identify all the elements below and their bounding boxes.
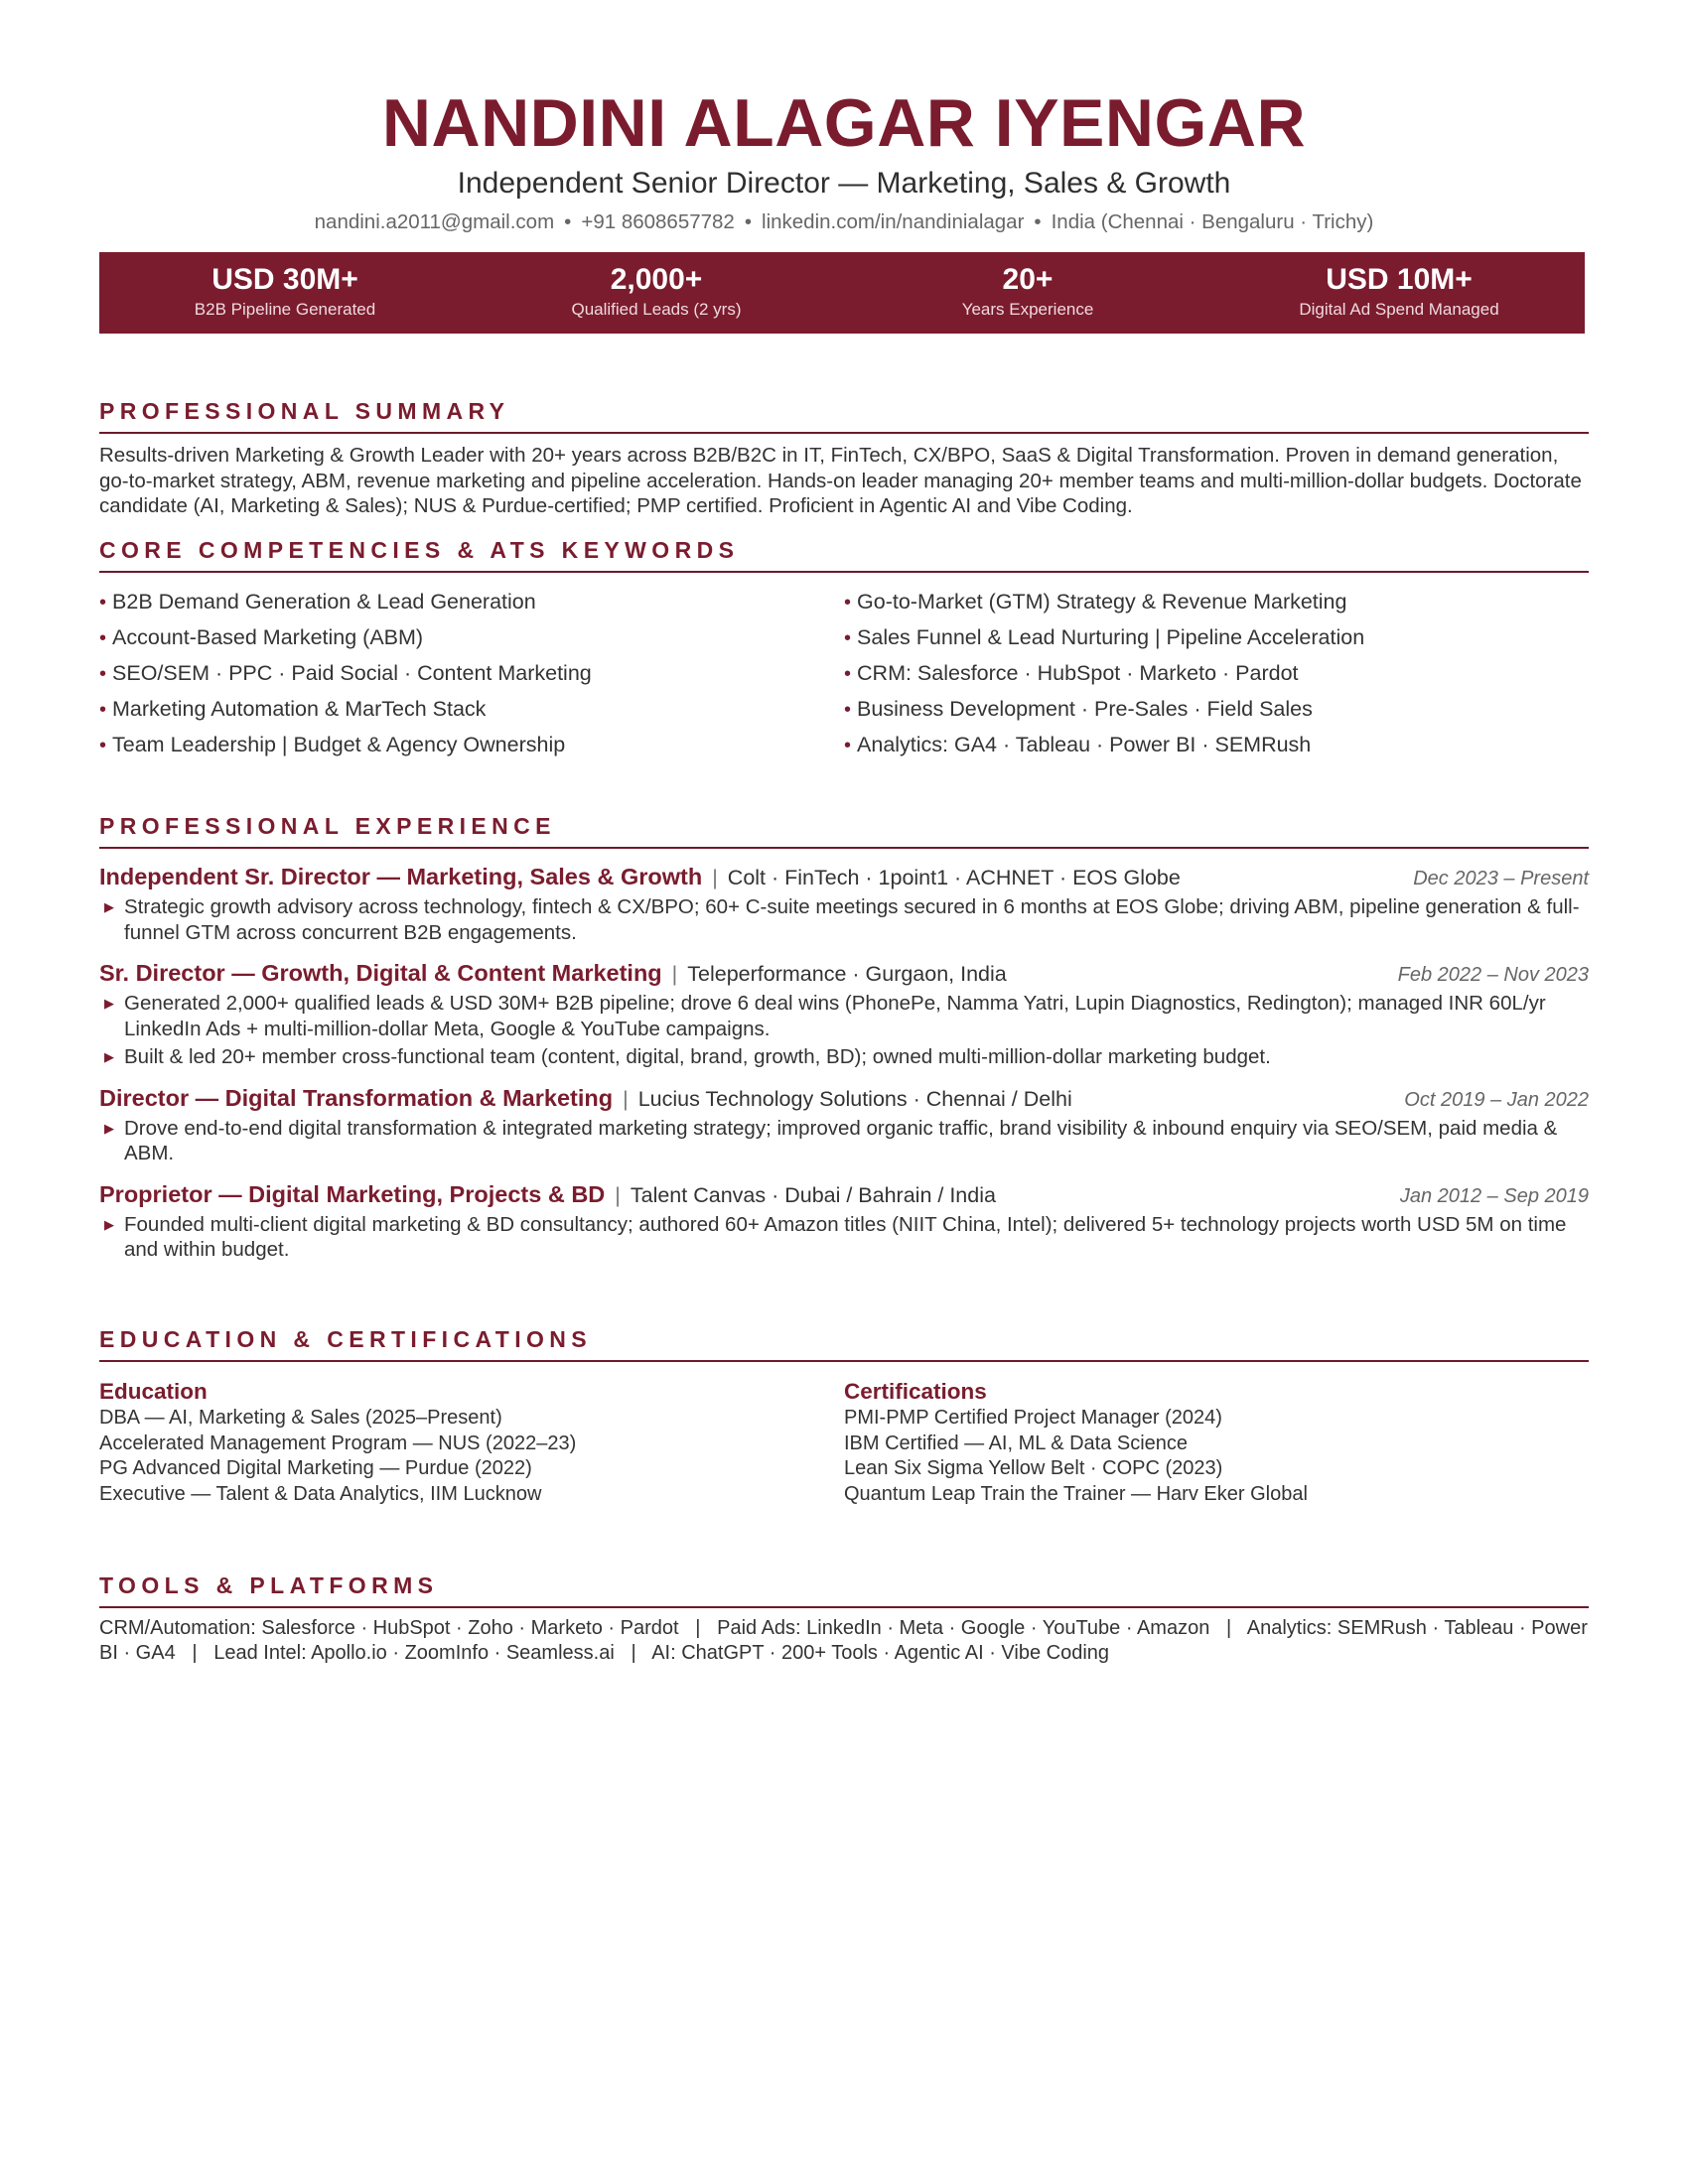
bullet-icon: • [844,663,852,685]
pipe-separator: | [712,866,718,889]
bullet-icon: • [844,592,852,614]
competency-item: • CRM: Salesforce · HubSpot · Marketo · Pardot [844,661,1299,685]
metrics-band [99,252,1585,334]
job-organization: Talent Canvas · Dubai / Bahrain / India [630,1182,996,1207]
competency-item: • Team Leadership | Budget & Agency Ownership [99,733,566,756]
separator-dot: • [744,210,753,233]
job-dates: Jan 2012 – Sep 2019 [1399,1184,1589,1207]
competencies-right-column [844,585,1589,763]
triangle-bullet-icon: ▶ [104,1049,114,1064]
section-divider [99,571,1589,573]
education-column [99,1378,844,1507]
job-entry [99,863,1589,945]
bullet-icon: • [844,699,852,721]
job-header [99,863,1589,891]
certifications-heading: Certifications [844,1379,987,1404]
contact-line [0,208,1688,236]
metric-label: Digital Ad Spend Managed [1299,300,1499,319]
bullet-icon: • [844,735,852,756]
bullet-icon: • [99,627,107,649]
contact-location: India (Chennai · Bengaluru · Trichy) [1051,210,1374,233]
competency-item: • Sales Funnel & Lead Nurturing | Pipeline Acceleration [844,625,1365,649]
section-divider [99,432,1589,434]
education-item: PG Advanced Digital Marketing — Purdue (2022) [99,1457,532,1479]
education-grid [99,1378,1589,1507]
education-item: Executive — Talent & Data Analytics, IIM Lucknow [99,1482,542,1505]
certification-item: Lean Six Sigma Yellow Belt · COPC (2023) [844,1457,1223,1479]
metric-value: 20+ [1002,263,1054,296]
pipe-separator: | [671,962,678,986]
job-organization: Colt · FinTech · 1point1 · ACHNET · EOS Globe [727,866,1181,889]
competency-item: • B2B Demand Generation & Lead Generation [99,590,536,614]
certification-item: IBM Certified — AI, ML & Data Science [844,1432,1189,1454]
job-header [99,1180,1589,1209]
job-dates: Dec 2023 – Present [1413,868,1589,889]
section-title: PROFESSIONAL EXPERIENCE [99,813,556,839]
separator-dot: • [1034,210,1042,233]
competency-item: • Business Development · Pre-Sales · Field Sales [844,697,1313,721]
bullet-icon: • [99,699,107,721]
bullet-icon: • [99,663,107,685]
metric-label: Qualified Leads (2 yrs) [571,300,742,319]
section-title: PROFESSIONAL SUMMARY [99,398,510,424]
resume-header [0,83,1688,236]
competency-item: • Marketing Automation & MarTech Stack [99,697,487,721]
separator-dot: • [564,210,572,233]
section-title: TOOLS & PLATFORMS [99,1572,439,1598]
education-item: Accelerated Management Program — NUS (2022–23) [99,1432,577,1454]
competency-item: • SEO/SEM · PPC · Paid Social · Content Marketing [99,661,592,685]
education-heading: Education [99,1379,208,1404]
job-entry [99,959,1589,1070]
pipe-separator: | [615,1182,621,1207]
competencies-left-column [99,585,844,763]
job-header [99,1084,1589,1113]
metric-value: USD 10M+ [1326,263,1473,296]
job-title: Sr. Director — Growth, Digital & Content Marketing [99,960,662,986]
pipe-separator: | [623,1086,629,1111]
summary-section [99,397,1589,519]
job-organization: Lucius Technology Solutions · Chennai / Delhi [637,1086,1072,1111]
metric-label: Years Experience [961,300,1094,319]
job-bullet: ▶ Founded multi-client digital marketing & BD consultancy; authored 60+ Amazon titles (NIIT China, Intel); delivered 5+ technology projects worth USD 5M on time and within budget. [104,1212,1567,1261]
certifications-column [844,1378,1589,1507]
metric-label: B2B Pipeline Generated [194,300,376,319]
tools-section [99,1571,1594,1665]
job-title: Director — Digital Transformation & Marketing [99,1084,614,1111]
tools-text: CRM/Automation: Salesforce · HubSpot · Zoho · Marketo · Pardot | Paid Ads: LinkedIn · Meta · Google · YouTube · Amazon | Analytics: SEMRush · Tableau · Power BI · GA4 | Lead Intel: Apollo.io · ZoomInfo · Seamless.ai | AI: ChatGPT · 200+ Tools · Agentic AI · Vibe Coding [99,1617,1594,1664]
contact-email[interactable]: nandini.a2011@gmail.com [314,210,555,233]
competencies-grid [99,585,1589,763]
triangle-bullet-icon: ▶ [104,996,114,1011]
metric-pipeline [99,252,471,334]
candidate-name: NANDINI ALAGAR IYENGAR [381,85,1307,161]
section-title: CORE COMPETENCIES & ATS KEYWORDS [99,537,740,563]
bullet-icon: • [99,735,107,756]
summary-text: Results-driven Marketing & Growth Leader with 20+ years across B2B/B2C in IT, FinTech, CX/BPO, SaaS & Digital Transformation. Proven in demand generation, go-to-market strategy, ABM, revenue marketing and pipeline acceleration. Hands-on leader managing 20+ member teams and multi-million-dollar budgets. Doctorate candidate (AI, Marketing & Sales); NUS & Purdue-certified; PMP certified. Proficient in Agentic AI and Vibe Coding. [99,444,1582,517]
job-organization: Teleperformance · Gurgaon, India [687,962,1007,986]
metric-experience [842,252,1213,334]
contact-linkedin[interactable]: linkedin.com/in/nandinialagar [762,210,1025,233]
job-entry [99,1180,1589,1263]
contact-phone[interactable]: +91 8608657782 [581,210,735,233]
section-title: EDUCATION & CERTIFICATIONS [99,1326,593,1352]
bullet-icon: • [844,627,852,649]
section-divider [99,1606,1589,1608]
job-dates: Oct 2019 – Jan 2022 [1404,1088,1589,1111]
job-bullet: ▶ Generated 2,000+ qualified leads & USD 30M+ B2B pipeline; drove 6 deal wins (PhonePe, Namma Yatri, Lupin Diagnostics, Redington); managed INR 60L/yr LinkedIn Ads + multi-million-dollar Meta, Google & YouTube campaigns. [104,992,1546,1040]
job-entry [99,1084,1589,1166]
certification-item: PMI-PMP Certified Project Manager (2024) [844,1407,1222,1429]
triangle-bullet-icon: ▶ [104,899,114,914]
job-bullet: ▶ Drove end-to-end digital transformation & integrated marketing strategy; improved organic traffic, brand visibility & inbound enquiry via SEO/SEM, paid media & ABM. [104,1116,1558,1164]
competency-item: • Go-to-Market (GTM) Strategy & Revenue Marketing [844,590,1347,614]
job-bullet: ▶ Strategic growth advisory across technology, fintech & CX/BPO; 60+ C-suite meetings secured in 6 months at EOS Globe; driving ABM, pipeline generation & full-funnel GTM across concurrent B2B engagements. [104,895,1580,944]
education-section [99,1325,1589,1507]
metric-leads [471,252,842,334]
certification-item: Quantum Leap Train the Trainer — Harv Eker Global [844,1482,1308,1505]
metric-ad-spend [1213,252,1585,334]
job-title: Proprietor — Digital Marketing, Projects & BD [99,1180,606,1207]
job-bullet: ▶ Built & led 20+ member cross-functional team (content, digital, brand, growth, BD); owned multi-million-dollar marketing budget. [104,1045,1271,1068]
job-title: Independent Sr. Director — Marketing, Sales & Growth [99,864,703,889]
education-item: DBA — AI, Marketing & Sales (2025–Present) [99,1407,502,1429]
section-divider [99,1360,1589,1362]
competency-item: • Account-Based Marketing (ABM) [99,625,424,649]
competencies-section [99,536,1589,763]
metric-value: USD 30M+ [211,263,358,296]
metric-value: 2,000+ [610,263,703,296]
section-divider [99,847,1589,849]
job-header [99,959,1589,988]
bullet-icon: • [99,592,107,614]
competency-item: • Analytics: GA4 · Tableau · Power BI · SEMRush [844,733,1312,756]
headline: Independent Senior Director — Marketing, Sales & Growth [457,167,1231,200]
triangle-bullet-icon: ▶ [104,1120,114,1136]
triangle-bullet-icon: ▶ [104,1216,114,1232]
experience-section [99,812,1589,1263]
job-dates: Feb 2022 – Nov 2023 [1397,964,1589,986]
